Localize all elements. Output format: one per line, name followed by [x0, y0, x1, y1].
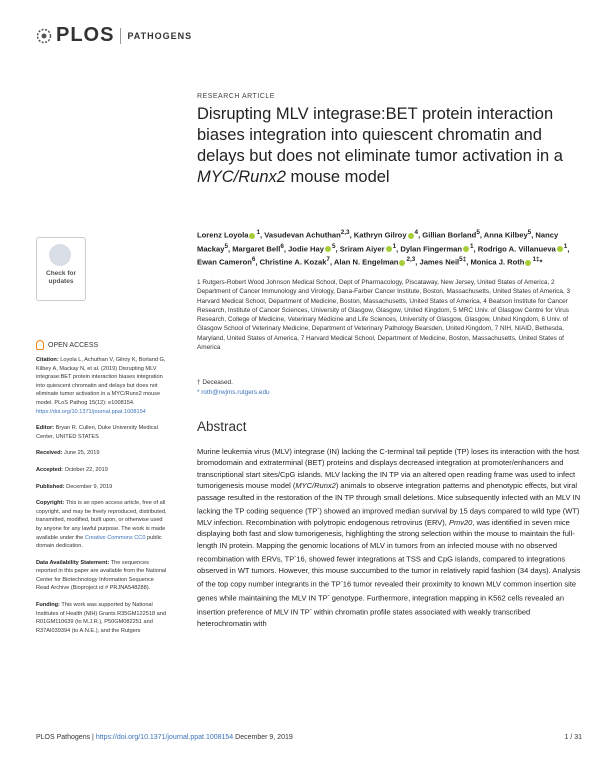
logo-divider: [120, 28, 121, 44]
abstract-body: Murine leukemia virus (MLV) integrase (IN) lacking the C-terminal tail peptide (TP) loses its interaction with the host bromodomain and extraterminal (BET) proteins and displays decreased integration at promoter/enhancers and transcriptional start sites/CpG islands. MLV lacking the IN TP via an altered open reading frame was used to infect tumorigenesis mouse model (MYC/Runx2) animals to observe integration patterns and phenotypic effects, but viral passage resulted in the restoration of the IN TP through small deletions. Mice subsequently infected with an MLV IN lacking the TP coding sequence (TP-) showed an improved median survival by 15 days compared to wild type (WT) MLV infection. Recombination with polytropic endogenous retrovirus (ERV), Pmv20, was identified in seven mice displaying both fast and slow tumorigenesis, highlighting the strong selection within the mouse to maintain the full-length IN protein. Mapping the genomic locations of MLV in tumors from an infected mouse with no observed recombination with ERVs, TP-16, showed fewer integrations at TSS and CpG islands, compared to integrations observed in WT tumors. However, this mouse succumbed to the tumor in relatively rapid fashion (34 days). Analysis of the top copy number integrants in the TP-16 tumor revealed their proximity to known MLV common insertion site genes while maintaining the MLV IN TP- genotype. Furthermore, integration mapping in K562 cells revealed an insertion preference of MLV IN TP- within chromatin profile states associated with weakly transcribed heterochromatin with: [197, 447, 581, 629]
deceased-note: † Deceased.: [197, 379, 233, 386]
article-type-label: RESEARCH ARTICLE: [197, 93, 275, 100]
copyright-block: Copyright: This is an open access article, free of all copyright, and may be freely reproduced, distributed, transmitted, modified, built upon, or otherwise used by anyone for any lawful purpose. The work is made available under the Creative Commons CC0 public domain dedication.: [36, 500, 167, 550]
citation-doi-link[interactable]: https://doi.org/10.1371/journal.ppat.1008154: [36, 408, 146, 415]
title-text-1: Disrupting MLV integrase:BET protein interaction biases integration into quiescent chromatin and delays but does not eliminate tumor activation in a: [197, 105, 563, 165]
published-date: Published: December 9, 2019: [36, 483, 113, 490]
plos-logo-icon: [36, 28, 52, 44]
open-access-badge: [36, 340, 98, 350]
corresponding-email[interactable]: * roth@rwjms.rutgers.edu: [197, 388, 270, 396]
abstract-heading: Abstract: [197, 419, 247, 434]
footer-date: December 9, 2019: [235, 734, 293, 741]
article-metadata-sidebar: [36, 356, 168, 643]
affiliations: 1 Rutgers-Robert Wood Johnson Medical School, Dept of Pharmacology, Piscataway, New Jersey, United States of America, 2 Department of Cancer Immunology and Virology, Dana-Farber Cancer Institute, Boston, Massachusetts, United States of America, 3 Harvard Medical School, Department of Medicine, Boston, Massachusetts, United States of America, 4 Beatson Institute for Cancer Research, Institute of Cancer Sciences, University of Glasgow, Glasgow, United Kingdom, 5 MRC Univ. of Glasgow Centre for Virus Research, College of Medicine, Veterinary Medicine and Life Sciences, University of Glasgow, Glasgow, United Kingdom, 6 Univ. of Glasgow School of Veterinary Medicine, Department of Veterinary Pathology Bearsden, United Kingdom, 7 NIH, NIAID, Bethesda, Maryland, United States of America, 7 Harvard Medical School, Department of Medicine, Boston, Massachusetts, United States of America: [197, 279, 571, 352]
open-lock-icon: [36, 340, 44, 350]
data-availability-block: Data Availability Statement: The sequences reported in this paper are available from the National Center for Biotechnology Information Sequence Read Archive (Bioproject id # PRJNA548288).: [36, 559, 167, 592]
article-title: [197, 104, 577, 188]
journal-logo: [36, 24, 192, 47]
open-access-label: OPEN ACCESS: [48, 341, 99, 349]
page-footer: [36, 734, 582, 741]
brand-name: PLOS: [56, 24, 115, 46]
page-number: 1 / 31: [564, 734, 582, 741]
author-notes: [197, 378, 270, 397]
footer-doi-link[interactable]: https://doi.org/10.1371/journal.ppat.1008154: [95, 734, 234, 741]
cc0-link[interactable]: Creative Commons CC0: [84, 534, 146, 541]
footer-journal: PLOS Pathogens: [36, 734, 91, 741]
title-text-italic: MYC/Runx2: [197, 168, 286, 186]
footer-left: PLOS Pathogens | https://doi.org/10.1371/journal.ppat.1008154 December 9, 2019: [36, 734, 293, 741]
check-updates-icon: [49, 244, 71, 266]
title-text-2: mouse model: [285, 168, 390, 186]
editor-block: Editor: Bryan R. Cullen, Duke University Medical Center, UNITED STATES: [36, 425, 158, 440]
check-updates-label: Check for updates: [46, 270, 76, 285]
journal-name: PATHOGENS: [127, 30, 193, 41]
check-for-updates-button[interactable]: [36, 237, 86, 301]
citation-block: Citation: Loyola L, Achuthan V, Gilroy K, Borland G, Kilbey A, Mackay N, et al. (2019) Disrupting MLV integrase:BET protein interaction biases integration into quiescent chromatin and delays but does not eliminate tumor activation in a MYC/Runx2 mouse model. PLoS Pathog 15(12): e1008154. https://doi.org/10.1371/journal.ppat.1008154: [36, 357, 166, 415]
accepted-date: Accepted: October 22, 2019: [36, 466, 108, 473]
received-date: Received: June 25, 2019: [36, 450, 100, 457]
author-list: Lorenz Loyola $^1$, Vasudevan Achuthan$^{2,3}$, Kathryn Gilroy $^4$, Gillian Borland$^5$, Anna Kilbey$^5$, Nancy Mackay$^5$, Margaret Bell$^6$, Jodie Hay $^5$, Sriram Aiyer $^1$, Dylan Fingerman $^1$, Rodrigo A. Villanueva $^1$, Ewan Cameron$^6$, Christine A. Kozak$^7$, Alan N. Engelman $^{2,3}$, James Neil$^{5\ddagger}$, Monica J. Roth $^{1\ddagger}$*: [197, 229, 570, 267]
funding-block: Funding: This work was supported by National Institutes of Health (NIH) Grants R35GM122518 and R01GM110639 (to M.J.R.), P50GM082251 and R37AI039394 (to A.N.E.), and the Rutgers: [36, 602, 166, 634]
